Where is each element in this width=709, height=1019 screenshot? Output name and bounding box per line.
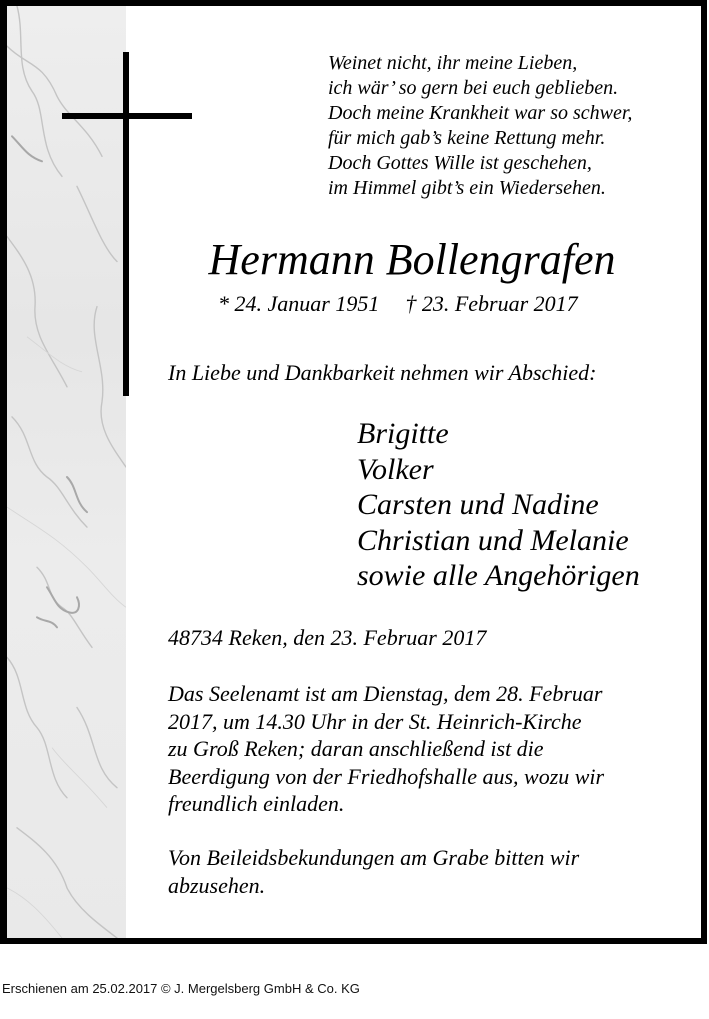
mourner-name: Christian und Melanie — [357, 523, 629, 557]
poem-line: für mich gab’s keine Rettung mehr. — [328, 127, 606, 149]
mourner-name: sowie alle Angehörigen — [357, 559, 640, 592]
service-line: 2017, um 14.30 Uhr in der St. Heinrich-Kirche — [168, 708, 582, 734]
poem-line: Doch Gottes Wille ist geschehen, — [328, 152, 592, 174]
poem-line: im Himmel gibt’s ein Wiedersehen. — [328, 177, 606, 199]
poem — [328, 51, 632, 201]
publication-footer: Erschienen am 25.02.2017 © J. Mergelsberg GmbH & Co. KG — [2, 981, 360, 996]
death-date: † 23. Februar 2017 — [405, 291, 578, 316]
cross-vertical-beam — [123, 52, 129, 396]
service-line: Das Seelenamt ist am Dienstag, dem 28. Februar — [168, 681, 603, 706]
poem-line: Weinet nicht, ihr meine Lieben, — [328, 52, 578, 74]
marble-panel — [7, 6, 126, 938]
mourners-list — [357, 416, 640, 594]
marble-veins — [7, 6, 126, 938]
cross-horizontal-beam — [62, 113, 192, 119]
condolence-line: abzusehen. — [168, 872, 266, 898]
deceased-name: Hermann Bollengrafen — [208, 235, 616, 284]
poem-line: Doch meine Krankheit war so schwer, — [328, 102, 633, 124]
farewell-text: In Liebe und Dankbarkeit nehmen wir Abschied: — [168, 360, 597, 385]
condolence-note — [168, 844, 579, 899]
mourner-name: Carsten und Nadine — [357, 488, 599, 521]
poem-line: ich wär’ so gern bei euch geblieben. — [328, 77, 619, 99]
condolence-line: Von Beileidsbekundungen am Grabe bitten wir — [168, 845, 580, 870]
place-date: 48734 Reken, den 23. Februar 2017 — [168, 625, 487, 650]
service-line: freundlich einladen. — [168, 791, 345, 816]
service-line: zu Groß Reken; daran anschließend ist die — [168, 736, 544, 761]
mourner-name: Brigitte — [357, 417, 449, 450]
life-dates — [218, 289, 578, 319]
service-info — [168, 680, 604, 818]
service-line: Beerdigung von der Friedhofshalle aus, wozu wir — [168, 763, 605, 789]
birth-date: * 24. Januar 1951 — [218, 291, 380, 316]
mourner-name: Volker — [357, 452, 434, 486]
